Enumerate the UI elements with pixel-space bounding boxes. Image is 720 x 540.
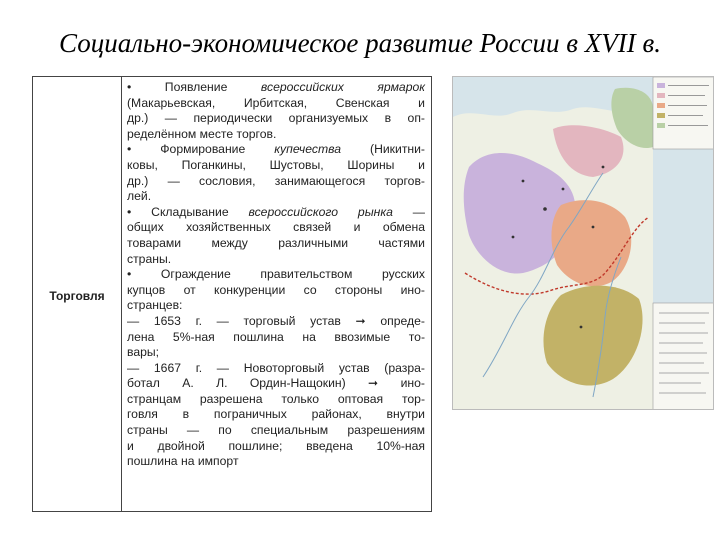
info-table	[32, 76, 432, 512]
text-segment: • Ограждение правительством русских	[127, 267, 425, 282]
text-line	[127, 361, 425, 377]
text-line	[127, 283, 425, 299]
text-segment: ределённом месте торгов.	[127, 126, 277, 141]
text-segment: • Появление	[127, 80, 261, 94]
text-segment: вары;	[127, 345, 160, 360]
text-line	[127, 252, 425, 268]
text-segment: —	[392, 204, 425, 219]
text-segment: (Макарьевская, Ирбитская, Свенская и	[127, 95, 425, 110]
text-line	[127, 407, 425, 423]
page-title: Социально-экономическое развитие России в XVII в.	[59, 28, 661, 58]
text-line	[127, 454, 425, 470]
trade-description	[127, 80, 425, 470]
text-line	[127, 80, 425, 96]
text-line	[127, 205, 425, 221]
text-segment: др.) — периодически организуемых в оп-	[127, 111, 425, 126]
text-segment: говля в пограничных районах, внутри	[127, 407, 425, 422]
map-drawing	[453, 77, 714, 410]
text-segment: — 1667 г. — Новоторговый устав (разра-	[127, 360, 425, 375]
text-segment: и двойной пошлине; введена 10%-ная	[127, 438, 425, 453]
text-line	[127, 298, 425, 314]
map-legend-bottom	[653, 303, 714, 410]
text-segment: общих хозяйственных связей и обмена	[127, 220, 425, 235]
text-segment: купцов от конкуренции со стороны ино-	[127, 282, 425, 297]
text-segment: страны.	[127, 251, 172, 266]
text-line	[127, 174, 425, 190]
text-line	[127, 236, 425, 252]
map-legend-swatch	[657, 113, 665, 118]
text-segment: страны — по специальным разрешениям	[127, 423, 425, 438]
text-segment: • Формирование	[127, 142, 275, 157]
text-line	[127, 267, 425, 283]
table-column-divider	[121, 77, 122, 511]
text-line	[127, 189, 425, 205]
map-legend-swatch	[657, 93, 665, 98]
text-line	[127, 142, 425, 158]
emphasis-text: всероссийских ярмарок	[260, 80, 426, 94]
emphasis-text: всероссийского рынка	[248, 204, 393, 219]
text-segment: товарами между различными частями	[127, 235, 425, 250]
text-line	[127, 111, 425, 127]
text-line	[127, 439, 425, 455]
text-segment: (Никитни-	[341, 142, 425, 157]
historical-map	[452, 76, 714, 410]
text-segment: странцев:	[127, 298, 183, 313]
text-segment: — 1653 г. — торговый устав ➞ опреде-	[127, 313, 425, 328]
text-line	[127, 376, 425, 392]
text-segment: ковы, Поганкины, Шустовы, Шорины и	[127, 157, 425, 172]
text-segment: пошлина на импорт	[127, 454, 239, 469]
text-segment: ботал А. Л. Ордин-Нащокин) ➞ ино-	[127, 376, 425, 391]
row-label-trade: Торговля	[49, 289, 105, 303]
text-line	[127, 314, 425, 330]
text-segment: странцам разрешена только оптовая тор-	[127, 391, 425, 406]
text-segment: лена 5%-ная пошлина на ввозимые то-	[127, 329, 425, 344]
map-legend-swatch	[657, 103, 665, 108]
text-line	[127, 127, 425, 143]
map-legend-swatch	[657, 83, 665, 88]
emphasis-text: купечества	[274, 142, 341, 157]
text-line	[127, 158, 425, 174]
text-line	[127, 392, 425, 408]
text-segment: • Складывание	[127, 204, 249, 219]
text-segment: лей.	[127, 189, 152, 204]
text-line	[127, 220, 425, 236]
text-segment: др.) — сословия, занимающегося торгов-	[127, 173, 425, 188]
text-line	[127, 345, 425, 361]
text-line	[127, 96, 425, 112]
text-line	[127, 423, 425, 439]
map-legend-swatch	[657, 123, 665, 128]
text-line	[127, 330, 425, 346]
